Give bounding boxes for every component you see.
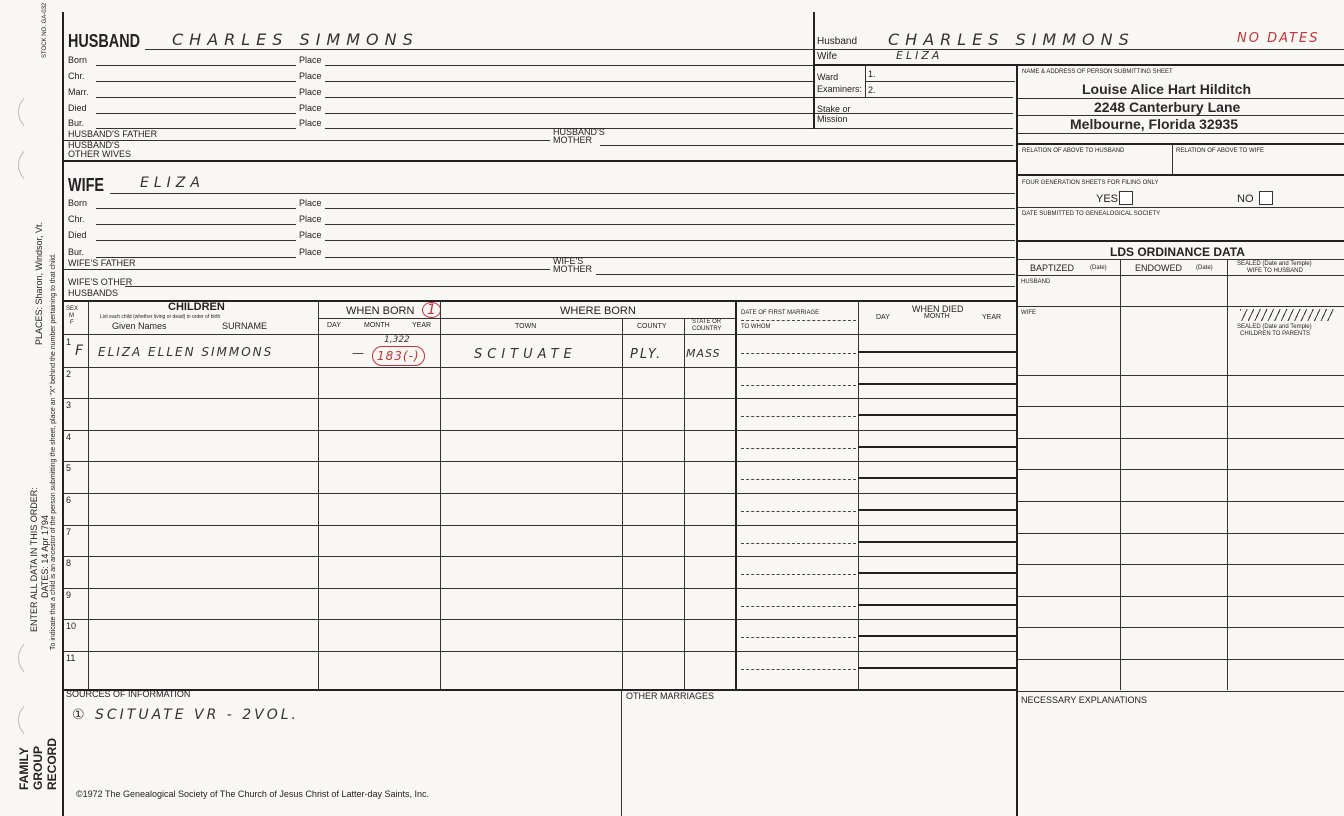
died-split-line [858, 604, 1016, 606]
marriage-date-dash [741, 574, 856, 575]
lds-row-line [1017, 406, 1344, 407]
lds-col-divider-1 [1120, 260, 1121, 690]
ward-label: Ward [817, 72, 839, 82]
places-example: PLACES: Sharon, Windsor, Vt. [34, 221, 44, 345]
summary-left-border [813, 12, 815, 129]
stake-label-2: Mission [817, 114, 848, 124]
child-row-number: 9 [66, 590, 72, 600]
submitter-street: 2248 Canterbury Lane [1094, 99, 1241, 115]
wife-heading: WIFE [68, 175, 104, 195]
died-month-label: MONTH [924, 313, 950, 320]
date-submitted-label: DATE SUBMITTED TO GENEALOGICAL SOCIETY [1022, 211, 1161, 217]
other-marriages-label: OTHER MARRIAGES [626, 691, 715, 701]
children-sub: List each child (whether living or dead) in order of birth [100, 314, 221, 320]
where-born-label: WHERE BORN [560, 305, 636, 317]
marriage-date-dash [741, 479, 856, 480]
marriage-date-dash [741, 448, 856, 449]
child-row-number: 7 [66, 527, 72, 537]
marriage-date-dash [741, 416, 856, 417]
wife-born-date-line [96, 208, 296, 209]
wife-father-line [63, 269, 550, 270]
wife-died-date-line [96, 240, 296, 241]
husband-marr-label: Marr. [68, 87, 89, 97]
wife-chr-label: Chr. [68, 214, 85, 224]
marriage-date-dash [741, 669, 856, 670]
submitter-name: Louise Alice Hart Hilditch [1082, 81, 1252, 97]
wife-mother-label-2: MOTHER [553, 264, 592, 274]
submitter-label: NAME & ADDRESS OF PERSON SUBMITTING SHEET [1022, 69, 1173, 75]
husband-mother-label-1: HUSBAND'S [553, 127, 605, 137]
wife-bur-label: Bur. [68, 247, 85, 257]
examiner-2: 2. [868, 85, 876, 95]
state-label-2: COUNTRY [692, 326, 722, 332]
no-dates-note: NO DATES [1237, 31, 1320, 46]
wife-chr-place-label: Place [299, 214, 322, 224]
husband-died-place-line [325, 113, 1013, 114]
enter-all-data: ENTER ALL DATA IN THIS ORDER: [29, 487, 39, 632]
died-year-label: YEAR [982, 314, 1002, 321]
relation-wife-label: RELATION OF ABOVE TO WIFE [1176, 148, 1265, 154]
county-col-left [622, 318, 623, 689]
marriage-date-dash [741, 543, 856, 544]
copyright: ©1972 The Genealogical Society of The Church of Jesus Christ of Latter-day Saints, Inc. [76, 789, 429, 799]
sex-f-label: F [70, 320, 74, 326]
wife-born-place-label: Place [299, 198, 322, 208]
husband-mother-label-2: MOTHER [553, 135, 592, 145]
lds-wife-label: WIFE [1021, 310, 1036, 316]
lds-title: LDS ORDINANCE DATA [1110, 245, 1245, 259]
child1-month: — [352, 346, 367, 360]
husband-born-place-label: Place [299, 55, 322, 65]
punch-hole [18, 145, 58, 185]
husband-name: CHARLES SIMMONS [172, 30, 419, 49]
died-day-label: DAY [876, 314, 890, 321]
footer-top-line [63, 689, 1016, 691]
state-col-left [684, 318, 685, 689]
four-gen-label: FOUR GENERATION SHEETS FOR FILING ONLY [1022, 180, 1159, 186]
husband-chr-place-label: Place [299, 71, 322, 81]
husband-died-label: Died [68, 103, 87, 113]
died-split-line [858, 446, 1016, 448]
died-split-line [858, 541, 1016, 543]
child1-year-note: 1,322 [384, 335, 410, 345]
lds-col-divider-2 [1227, 260, 1228, 690]
stock-number: STOCK NO. GA-032 [42, 2, 48, 58]
wife-other-husbands-line [125, 286, 1015, 287]
wife-other-husbands-2: HUSBANDS [68, 288, 119, 298]
child1-name: ELIZA ELLEN SIMMONS [98, 345, 274, 359]
sealed-children-label-2: CHILDREN TO PARENTS [1240, 331, 1311, 337]
right-column-border [1016, 64, 1018, 816]
record-title-2: GROUP [31, 745, 45, 790]
child1-county: PLY. [630, 347, 663, 362]
child1-sex: F [75, 343, 87, 359]
sealed-children-label-1: SEALED (Date and Temple) [1237, 324, 1312, 330]
examiners-label: Examiners: [817, 84, 863, 94]
summary-wife-name: ELIZA [896, 49, 943, 62]
when-born-mark: 1 [422, 302, 441, 318]
born-year-label: YEAR [412, 322, 432, 329]
husband-marr-place-line [325, 97, 1013, 98]
husband-heading: HUSBAND [68, 31, 140, 51]
husband-died-place-label: Place [299, 103, 322, 113]
record-title-1: FAMILY [17, 747, 31, 790]
child1-town: SCITUATE [474, 347, 577, 362]
sex-m-label: M [69, 313, 74, 319]
children-header-bottom [63, 334, 1016, 335]
marriage-date-dash [741, 385, 856, 386]
marriage-col-left [735, 301, 737, 689]
child-row-line [63, 588, 1016, 589]
born-month-label: MONTH [364, 322, 390, 329]
surname-label: SURNAME [222, 321, 268, 331]
four-gen-top-line [1017, 174, 1344, 176]
lds-row-line [1017, 691, 1344, 692]
child-row-line [63, 461, 1016, 462]
lds-row-line [1017, 438, 1344, 439]
husband-chr-date-line [96, 81, 296, 82]
husband-father-line [63, 140, 550, 141]
child-row-number: 11 [66, 653, 76, 663]
child-row-line [63, 651, 1016, 652]
wife-name: ELIZA [140, 175, 205, 191]
lds-top-line [1017, 240, 1344, 242]
husband-born-place-line [325, 65, 813, 66]
lds-row-line [1017, 533, 1344, 534]
husband-marr-place-label: Place [299, 87, 322, 97]
relation-divider [1172, 144, 1173, 174]
sources-value: ① SCITUATE VR - 2VOL. [72, 707, 300, 723]
summary-wife-label: Wife [817, 51, 837, 62]
when-died-label: WHEN DIED [912, 304, 964, 314]
lds-row-line [1017, 659, 1344, 660]
wife-mother-label-1: WIFE'S [553, 256, 584, 266]
when-born-label: WHEN BORN [346, 305, 415, 317]
lds-row-line [1017, 469, 1344, 470]
yes-label: YES [1096, 193, 1119, 205]
lds-row-line [1017, 375, 1344, 376]
wife-born-label: Born [68, 198, 88, 208]
wife-chr-date-line [96, 224, 296, 225]
wife-died-label: Died [68, 230, 87, 240]
marriage-date-dash [741, 353, 856, 354]
wife-bur-place-label: Place [299, 247, 322, 257]
child-row-line [63, 398, 1016, 399]
wife-died-place-line [325, 240, 1015, 241]
examiner-split-line [865, 81, 1015, 82]
sealed-wife-label-1: SEALED (Date and Temple) [1237, 261, 1312, 267]
footer-divider [621, 689, 622, 816]
marriage-date-dash [741, 606, 856, 607]
wife-died-place-label: Place [299, 230, 322, 240]
marriage-date-dash [741, 511, 856, 512]
first-marriage-label: DATE OF FIRST MARRIAGE [741, 310, 820, 316]
child-row-number: 2 [66, 369, 72, 379]
died-split-line [858, 477, 1016, 479]
husband-bur-label: Bur. [68, 118, 85, 128]
town-label: TOWN [515, 323, 537, 330]
died-split-line [858, 414, 1016, 416]
child-row-line [63, 525, 1016, 526]
punch-hole [18, 92, 58, 132]
died-col-left [858, 301, 859, 689]
wife-chr-place-line [325, 224, 1015, 225]
endowed-date-tag: (Date) [1196, 265, 1213, 271]
date-submitted-top-line [1017, 207, 1344, 208]
wife-bur-place-line [325, 257, 1015, 258]
dates-example: DATES: 14 Apr 1794 [40, 515, 50, 598]
husband-bur-place-line [325, 128, 1013, 129]
died-split-line [858, 635, 1016, 637]
form-left-border [62, 12, 64, 816]
no-label: NO [1237, 193, 1254, 205]
lds-husband-label: HUSBAND [1021, 279, 1051, 285]
sealed-hatch [1240, 309, 1334, 321]
husband-other-wives-1: HUSBAND'S [68, 140, 120, 150]
born-sub-line [318, 318, 440, 319]
submitter-line-3 [1017, 133, 1344, 134]
child1-year: 183(-) [372, 346, 425, 366]
record-title-3: RECORD [45, 737, 59, 790]
died-split-line [858, 351, 1016, 353]
county-label: COUNTY [637, 323, 667, 330]
died-split-line [858, 383, 1016, 385]
sex-col-divider [88, 301, 89, 689]
sources-label: SOURCES OF INFORMATION [66, 689, 191, 699]
wife-born-place-line [325, 208, 1015, 209]
child-row-number: 1 [66, 337, 72, 347]
lds-row-line [1017, 564, 1344, 565]
child-row-line [63, 556, 1016, 557]
husband-marr-date-line [96, 97, 296, 98]
husband-father-label: HUSBAND'S FATHER [68, 129, 158, 139]
husband-section-bottom [63, 160, 1018, 162]
state-label-1: STATE OR [692, 319, 722, 325]
child-row-line [63, 430, 1016, 431]
died-split-line [858, 667, 1016, 669]
child-row-number: 3 [66, 400, 72, 410]
lds-row-line [1017, 501, 1344, 502]
lds-header-line [1017, 259, 1344, 260]
lds-husband-row-line [1017, 306, 1344, 307]
baptized-date-tag: (Date) [1090, 265, 1107, 271]
summary-husband-line [813, 49, 1344, 50]
ancestor-instruction: To indicate that a child is an ancestor of the person submitting the sheet, place an "X" behind the number pertaining to that child. [50, 253, 57, 650]
husband-name-line [145, 49, 813, 50]
husband-bur-place-label: Place [299, 118, 322, 128]
wife-mother-line [596, 274, 1015, 275]
lds-row-line [1017, 627, 1344, 628]
baptized-label: BAPTIZED [1030, 263, 1075, 273]
summary-husband-label: Husband [817, 36, 858, 47]
wife-name-line [110, 193, 1015, 194]
necessary-explanations-label: NECESSARY EXPLANATIONS [1021, 695, 1148, 705]
child-row-line [63, 367, 1016, 368]
born-day-label: DAY [327, 322, 341, 329]
endowed-label: ENDOWED [1135, 263, 1182, 273]
child-row-line [63, 493, 1016, 494]
stake-label-1: Stake or [817, 104, 851, 114]
punch-hole [18, 700, 58, 740]
died-split-line [858, 509, 1016, 511]
husband-mother-line [600, 145, 1013, 146]
marriage-date-dash [741, 637, 856, 638]
died-split-line [858, 572, 1016, 574]
submitter-city: Melbourne, Florida 32935 [1070, 116, 1239, 132]
where-sub-line [440, 318, 735, 319]
child-row-number: 6 [66, 495, 72, 505]
child-row-number: 4 [66, 432, 72, 442]
husband-chr-place-line [325, 81, 813, 82]
children-title: CHILDREN [168, 301, 225, 313]
no-checkbox[interactable] [1259, 191, 1273, 205]
to-whom-label: TO WHOM [741, 324, 771, 330]
marriage-header-dash [741, 320, 856, 321]
examiner-1: 1. [868, 69, 876, 79]
husband-born-date-line [96, 65, 296, 66]
husband-other-wives-2: OTHER WIVES [68, 149, 132, 159]
husband-chr-label: Chr. [68, 71, 85, 81]
child1-state: MASS [686, 347, 721, 360]
relation-husband-label: RELATION OF ABOVE TO HUSBAND [1022, 148, 1125, 154]
lds-row-line [1017, 596, 1344, 597]
sex-label: SEX [66, 306, 79, 312]
relation-top-line [1017, 143, 1344, 145]
child-row-number: 10 [66, 621, 77, 631]
where-col-left [440, 301, 441, 689]
born-col-left [318, 301, 319, 689]
wife-other-husbands-1: WIFE'S OTHER [68, 277, 133, 287]
lds-col-header-line [1017, 275, 1344, 276]
given-names-label: Given Names [112, 321, 167, 331]
husband-born-label: Born [68, 55, 88, 65]
yes-checkbox[interactable] [1119, 191, 1133, 205]
child-row-line [63, 619, 1016, 620]
child-row-number: 8 [66, 558, 72, 568]
summary-wife-line [813, 64, 1344, 66]
wife-father-label: WIFE'S FATHER [68, 258, 136, 268]
summary-husband-name: CHARLES SIMMONS [888, 30, 1135, 49]
child-row-number: 5 [66, 463, 72, 473]
sealed-wife-label-2: WIFE TO HUSBAND [1247, 268, 1303, 274]
husband-died-date-line [96, 113, 296, 114]
